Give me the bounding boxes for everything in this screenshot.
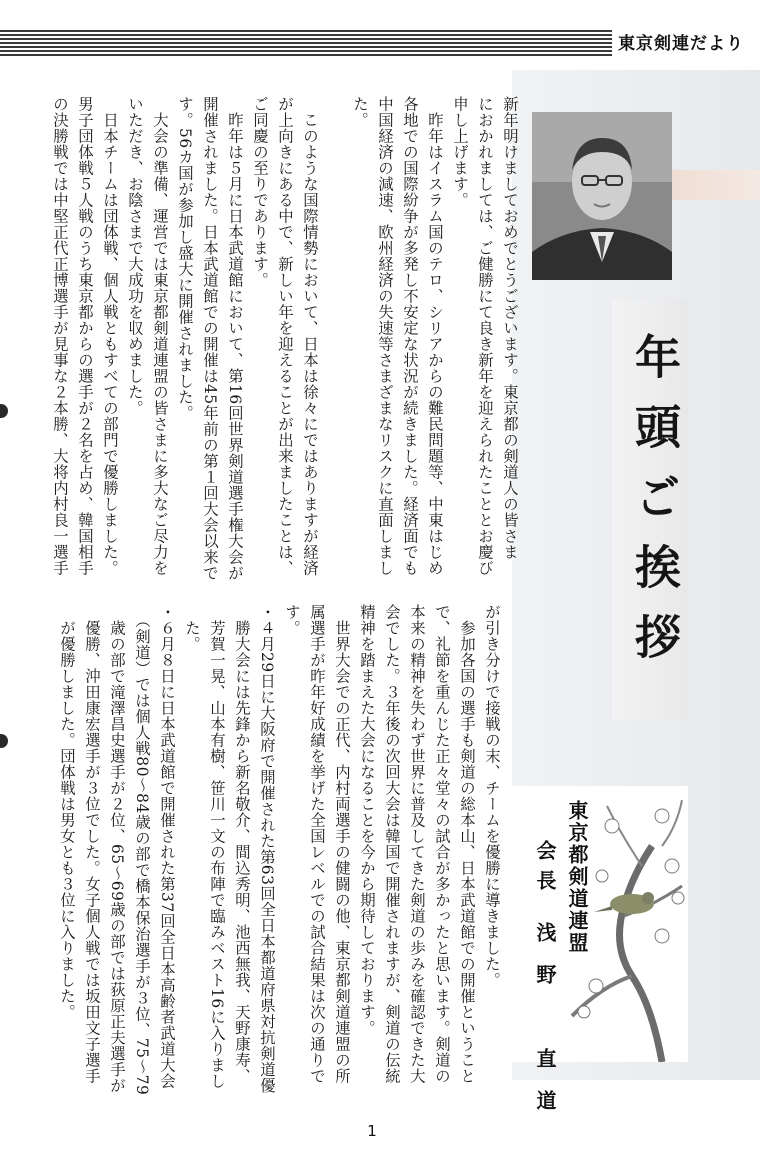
body-line: す。 (283, 604, 301, 636)
body-line: 日本チームは団体戦、個人戦ともすべての部門で優勝しました。 (101, 96, 119, 576)
punch-hole (0, 734, 8, 748)
body-line: いただき、お陰さまで大成功を収めました。 (126, 96, 144, 416)
article-title: 年頭ご挨拶 (628, 333, 682, 683)
body-line: 大会の準備、運営では東京都剣道連盟の皆さまに多大なご尽力を (151, 96, 169, 576)
body-line: が引き分けで接戦の末、チームを優勝に導きました。 (483, 604, 501, 988)
body-line: 昨年は５月に日本武道館において、第16回世界剣道選手権大会が (226, 96, 244, 581)
body-line: 本来の精神を失わず世界に普及してきた剣道の歩みを確認できた大 (408, 604, 426, 1084)
body-line: 属選手が昨年好成績を挙げた全国レベルでの試合結果は次の通りで (308, 604, 326, 1084)
side-panel-accent (660, 170, 760, 200)
article-body-bottom (58, 604, 504, 1096)
body-line: 申し上げます。 (451, 96, 469, 208)
body-line: 中国経済の減速、欧州経済の失速等さまざまなリスクに直面しまし (376, 96, 394, 576)
body-line: が優勝しました。団体戦は男女とも３位に入りました。 (58, 604, 76, 1020)
body-line: 開催されました。日本武道館での開催は45年前の第１回大会以来で (201, 96, 219, 581)
punch-hole (0, 404, 8, 418)
author-title-and-name (530, 840, 560, 1132)
body-line: このような国際情勢において、日本は徐々にではありますが経済 (301, 96, 319, 576)
body-line: 歳の部で滝澤昌史選手が２位、65～69歳の部では荻原正夫選手が (108, 604, 126, 1094)
author-name: 浅野 直道 (533, 922, 557, 1132)
body-line: 精神を踏まえた大会になることを今から期待しております。 (358, 604, 376, 1036)
body-line: 芳賀一晃、山本有樹、笹川一文の布陣で臨みベスト16に入りまし (208, 604, 226, 1089)
body-line: ・６月８日に日本武道館で開催された第37回全日本高齢者武道大会 (158, 604, 176, 1089)
body-line: す。56カ国が参加し盛大に開催されました。 (176, 96, 194, 421)
body-line (322, 96, 347, 616)
body-line: 勝大会には先鋒から新名敬介、間込秀明、池西無我、天野康寿、 (233, 604, 251, 1084)
body-line: 男子団体戦５人戦のうち東京都からの選手が２名を占め、韓国相手 (76, 96, 94, 576)
body-line: ・４月29日に大阪府で開催された第63回全日本都道府県対抗剣道優 (258, 604, 276, 1094)
body-line: で、礼節を重んじた正々堂々の試合が多かったと思います。剣道の (433, 604, 451, 1084)
body-line: 新年明けましておめでとうございます。東京都の剣道人の皆さま (501, 96, 519, 560)
body-line: 参加各国の選手も剣道の総本山、日本武道館での開催ということ (458, 604, 476, 1084)
author-organization: 東京都剣道連盟 (565, 800, 589, 954)
body-line: 世界大会での正代、内村両選手の健闘の他、東京都剣道連盟の所 (333, 604, 351, 1084)
header-rule (0, 30, 612, 58)
body-line: ご同慶の至りであります。 (251, 96, 269, 288)
publication-title: 東京剣連だより (618, 34, 744, 54)
body-line: が上向きにある中で、新しい年を迎えることが出来ましたことは、 (276, 96, 294, 576)
body-line: の決勝戦では中堅正代正博選手が見事な２本勝、大将内村良一選手 (51, 96, 69, 576)
body-line: 各地での国際紛争が多発し不安定な状況が続きました。経済面でも (401, 96, 419, 576)
body-line: た。 (351, 96, 369, 128)
body-line: 優勝、沖田康宏選手が３位でした。女子個人戦では坂田文子選手 (83, 604, 101, 1084)
article-body-top (18, 96, 522, 616)
body-line: 会でした。３年後の次回大会は韓国で開催されますが、剣道の伝統 (383, 604, 401, 1084)
body-line: におかれましては、ご健勝にて良き新年を迎えられたこととお慶び (476, 96, 494, 576)
author-role: 会長 (533, 840, 557, 900)
author-portrait (532, 112, 672, 280)
body-line: た。 (183, 604, 201, 652)
body-line: 昨年はイスラム国のテロ、シリアからの難民問題等、中東はじめ (426, 96, 444, 576)
body-line: （剣道）では個人戦80～84歳の部で橋本保治選手が３位、75～79 (133, 604, 151, 1096)
page-number: 1 (367, 1122, 377, 1140)
